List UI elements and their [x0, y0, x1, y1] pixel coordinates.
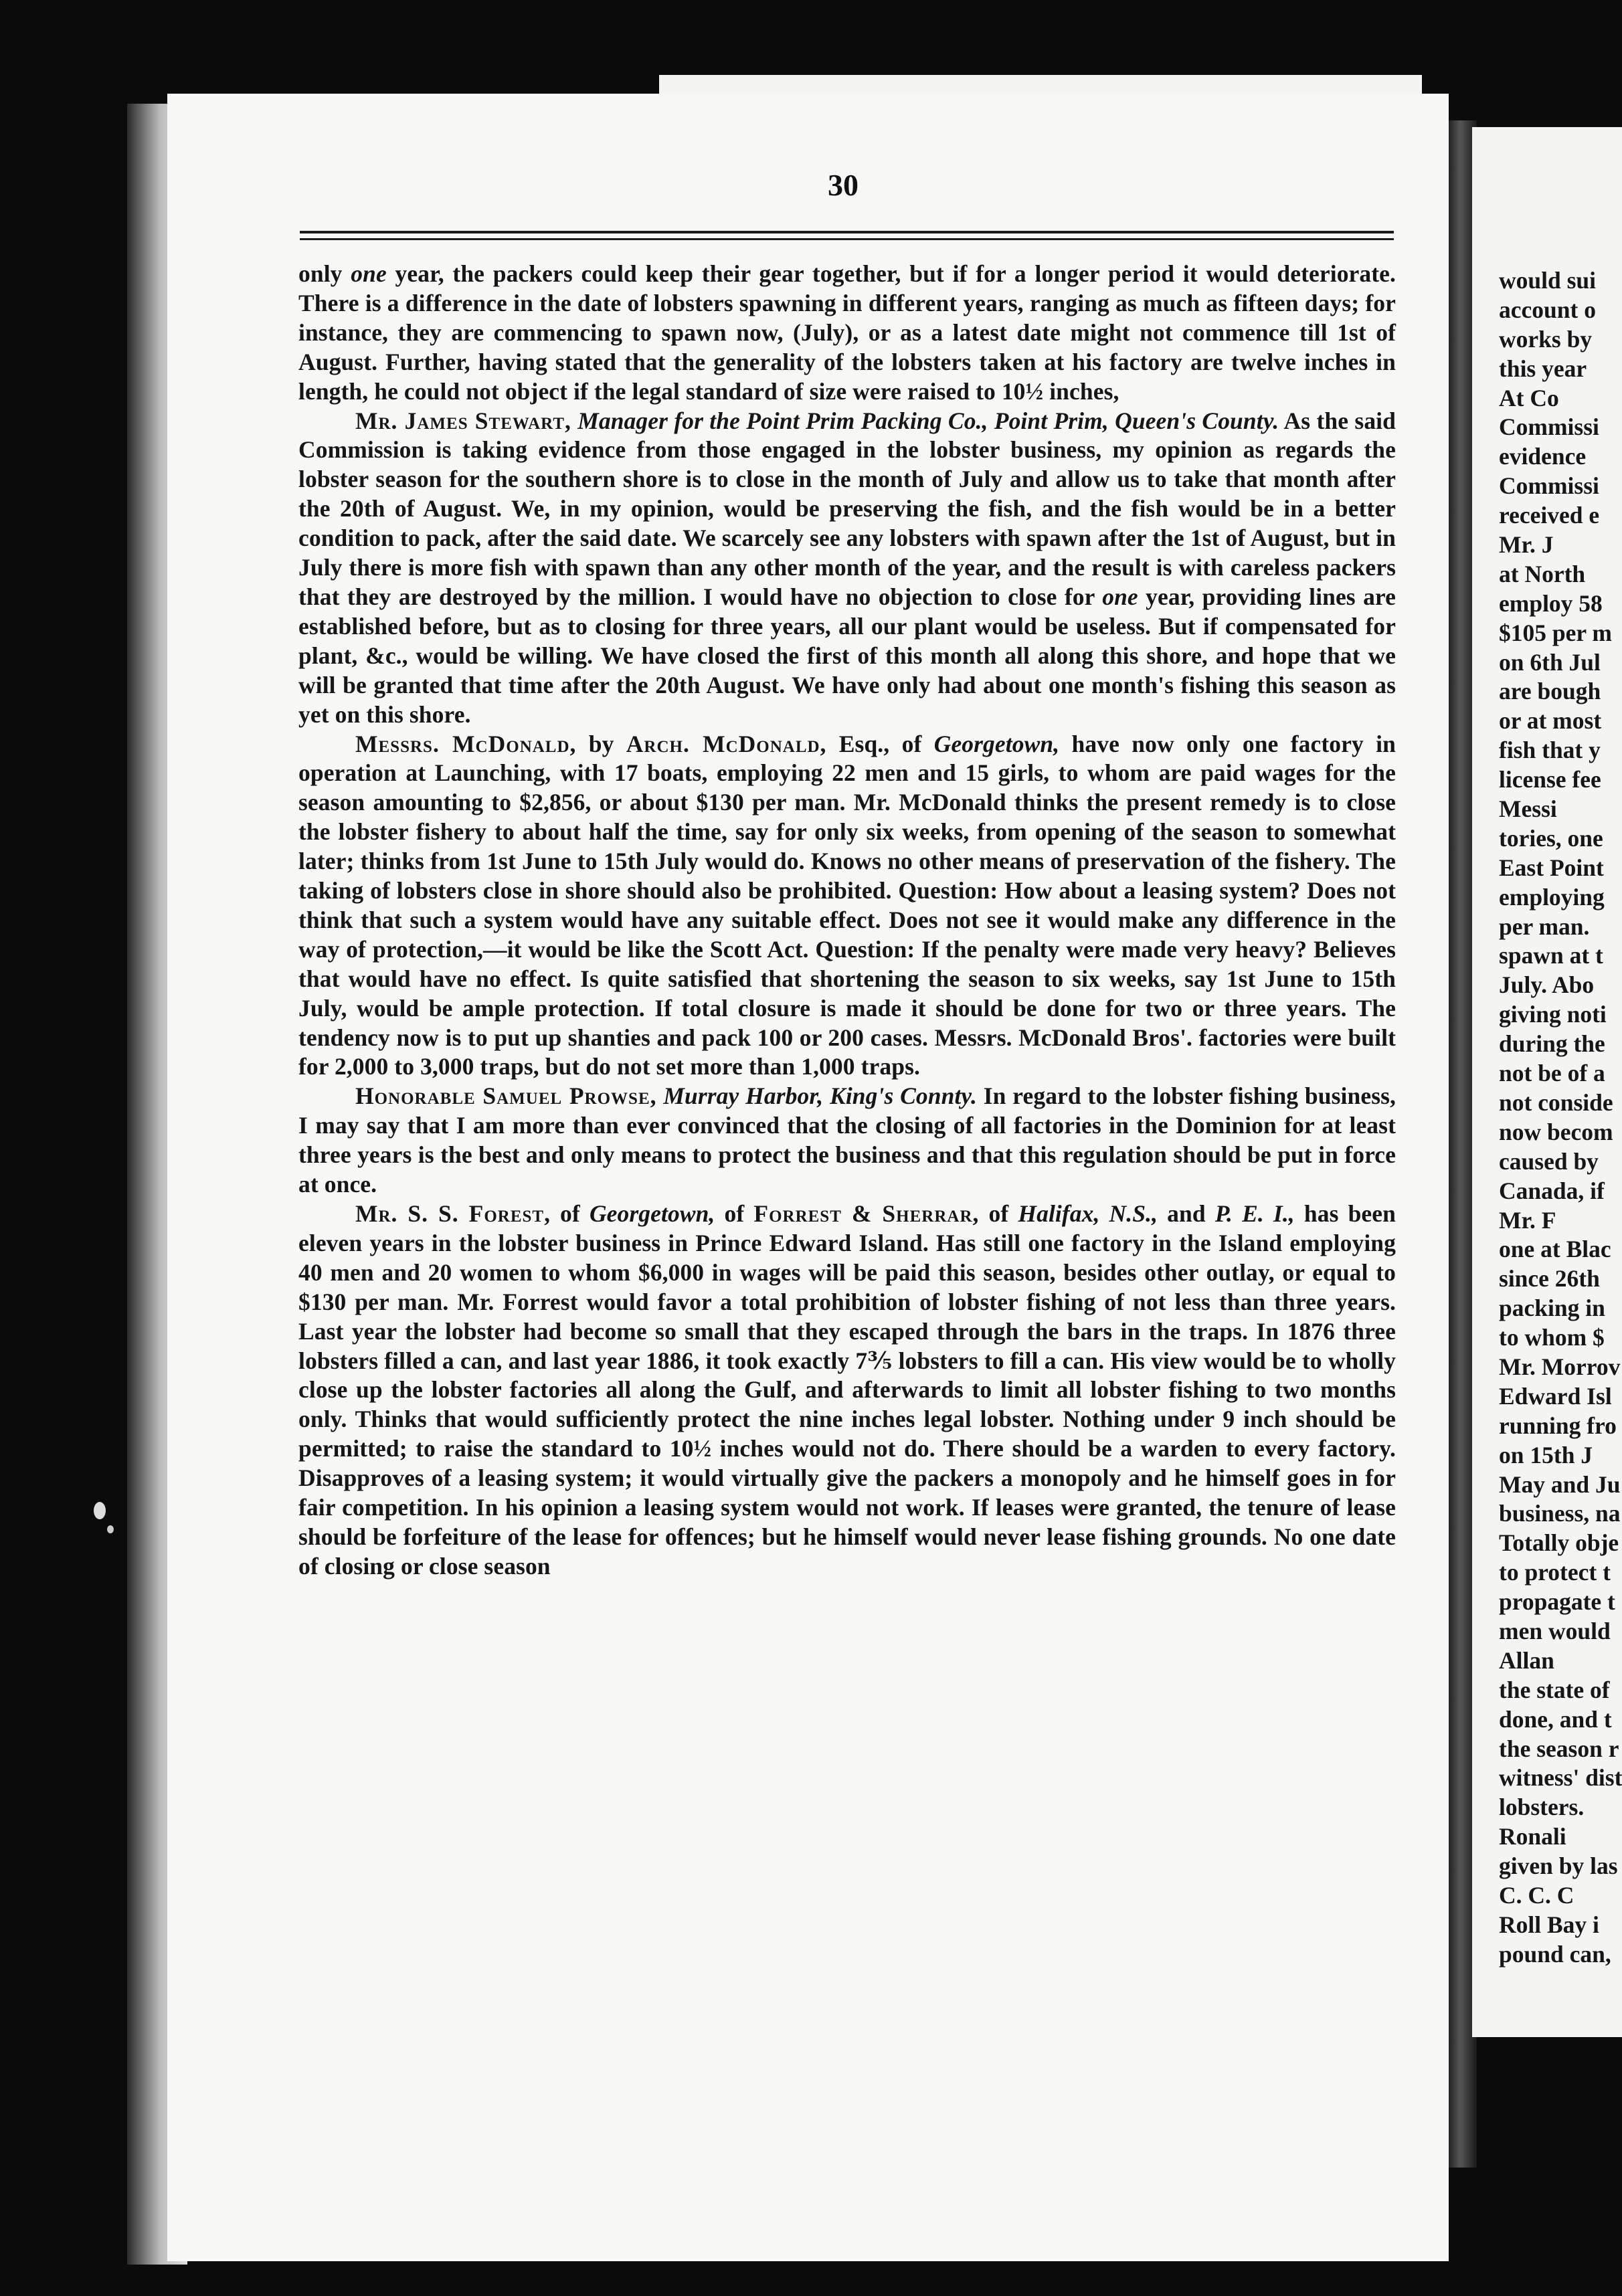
adjacent-page-line: on 15th J: [1499, 1441, 1593, 1468]
adjacent-page-line: At Co: [1499, 384, 1559, 411]
text-run: has been eleven years in the lobster business in Prince Edward Island. Has still one factory in the Island employing 40 men and 20 women to whom $6,000 in wages will be paid this season, besides other outlay, or equal to $130 per man. Mr. Forrest would favor a total prohibition of lobster fishing of not less than three years. Last year the lobster had become so small that they escaped through the bars in the traps. In 1876 three lobsters filled a can, and last year 1886, it took exactly 7⅗ lobsters to fill a can. His view would be to wholly close up the lobster factories all along the Gulf, and afterwards to limit all lobster fishing to two months only. Thinks that would sufficiently protect the nine inches legal lobster. Nothing under 9 inch should be permitted; to raise the standard to 10½ inches would not do. There should be a warden to every factory. Disapproves of a leasing system; it would virtually give the packers a monopoly and he himself goes in for fair competition. In his opinion a leasing system would not work. If leases were granted, the tenure of lease should be forfeiture of the lease for offences; but he himself would never lease fishing grounds. No one date of closing or close season: [298, 1200, 1396, 1580]
adjacent-page-line: Allan: [1499, 1646, 1554, 1674]
adjacent-page-line: C. C. C: [1499, 1881, 1574, 1909]
adjacent-page-line: Mr. Morrov: [1499, 1353, 1621, 1380]
adjacent-page-line: Edward Isl: [1499, 1382, 1612, 1410]
adjacent-page-line: Roll Bay i: [1499, 1911, 1599, 1938]
speaker-name: Mr. James Stewart,: [355, 407, 571, 434]
text-run: [571, 407, 577, 434]
text-run: [657, 1082, 664, 1109]
adjacent-page-line: this year: [1499, 355, 1587, 382]
speaker-name: Messrs. McDonald,: [355, 730, 577, 757]
text-run: Esq., of: [826, 730, 934, 757]
adjacent-page-line: on 6th Jul: [1499, 648, 1601, 676]
italic-text: Murray Harbor, King's Connty.: [663, 1082, 977, 1110]
adjacent-page-line: per man.: [1499, 913, 1590, 940]
adjacent-page-line: business, na: [1499, 1500, 1621, 1527]
paragraph: [298, 730, 1396, 1082]
speaker-name: Forrest & Sherrar,: [753, 1200, 980, 1227]
adjacent-page-line: Ronali: [1499, 1823, 1566, 1850]
adjacent-page-line: works by: [1499, 325, 1593, 353]
text-run: As the said Commission is taking evidence from those engaged in the lobster business, my opinion as regards the lobster season for the southern shore is to close in the month of July and allow us to take that month after the 20th of August. We, in my opinion, would be preserving the fish, and the fish would be in a better condition to pack, after the said date. We scarcely see any lobsters with spawn after the 1st of August, but in July there is more fish with spawn than any other month of the year, and the result is with careless packers that they are destroyed by the million. I would have no objection to close for: [298, 407, 1396, 610]
page-number: 30: [828, 168, 859, 202]
adjacent-page-line: or at most: [1499, 707, 1602, 735]
adjacent-page-line: one at Blac: [1499, 1236, 1611, 1263]
adjacent-page-line: Totally obje: [1499, 1529, 1619, 1557]
text-run: In regard to the lobster fishing business, I may say that I am more than ever convinced that the closing of all factories in the Dominion for at least three years is the best and only means to protect the business and that this regulation should be put in force at once.: [298, 1082, 1396, 1198]
text-run: by: [576, 730, 626, 757]
adjacent-page-line: employing: [1499, 883, 1605, 911]
adjacent-page-line: to whom $: [1499, 1324, 1605, 1351]
adjacent-page-line: Commissi: [1499, 413, 1599, 441]
adjacent-page-line: Mr. J: [1499, 531, 1554, 559]
text-run: only: [298, 260, 351, 287]
adjacent-page-line: giving noti: [1499, 1001, 1607, 1028]
adjacent-page-line: May and Ju: [1499, 1470, 1621, 1498]
adjacent-page-line: propagate t: [1499, 1588, 1615, 1616]
adjacent-page-line: account o: [1499, 296, 1596, 323]
paragraph: [298, 1200, 1396, 1582]
scan-artifact: [94, 1502, 106, 1519]
adjacent-page-text: [1499, 266, 1622, 1970]
text-run: of: [550, 1200, 590, 1227]
italic-text: one: [351, 260, 387, 287]
adjacent-page-line: July. Abo: [1499, 971, 1595, 999]
paragraph: [298, 260, 1396, 407]
adjacent-page-line: the season r: [1499, 1735, 1619, 1762]
body-text: [298, 260, 1396, 1582]
adjacent-page-line: not conside: [1499, 1088, 1613, 1116]
adjacent-page-line: running fro: [1499, 1412, 1617, 1439]
text-run: year, providing lines are established before, but as to closing for three years, all our plant would be useless. But if compensated for plant, &c., would be willing. We have closed the first of this month all along this shore, and hope that we will be granted that time after the 20th August. We have only had about one month's fishing this season as yet on this shore.: [298, 583, 1396, 728]
adjacent-page-line: given by las: [1499, 1852, 1618, 1880]
adjacent-page-line: not be of a: [1499, 1060, 1605, 1087]
italic-text: Halifax, N.S.,: [1018, 1200, 1158, 1227]
adjacent-page-line: at North: [1499, 560, 1586, 587]
adjacent-page-line: to protect t: [1499, 1559, 1611, 1586]
adjacent-page-line: received e: [1499, 502, 1600, 529]
scan-artifact: [107, 1525, 114, 1533]
adjacent-page-line: are bough: [1499, 678, 1601, 705]
text-run: have now only one factory in operation at Launching, with 17 boats, employing 22 men and 15 girls, to whom are paid wages for the season amounting to $2,856, or about $130 per man. Mr. McDonald thinks the present remedy is to close the lobster fishery to about half the time, say for only six weeks, from opening of the season to somewhat later; thinks from 1st June to 15th July would do. Knows no other means of preservation of the fishery. The taking of lobsters close in shore should also be prohibited. Question: How about a leasing system? Does not think that such a system would have any suitable effect. Does not see it would make any difference in the way of protection,—it would be like the Scott Act. Question: If the penalty were made very heavy? Believes that would have no effect. Is quite satisfied that shortening the season to six weeks, say 1st June to 15th July, would be ample protection. If total closure is made it should be done for two or three years. The tendency now is to put up shanties and pack 100 or 200 cases. Messrs. McDonald Bros'. factories were built for 2,000 to 3,000 traps, but do not set more than 1,000 traps.: [298, 730, 1396, 1080]
adjacent-page-line: employ 58: [1499, 589, 1603, 617]
adjacent-page-line: the state of: [1499, 1676, 1610, 1703]
header-rule: [300, 231, 1394, 233]
text-run: year, the packers could keep their gear together, but if for a longer period it would deteriorate. There is a difference in the date of lobsters spawning in different years, ranging as much as fifteen days; for instance, they are commencing to spawn now, (July), or as a latest date might not commence till 1st of August. Further, having stated that the generality of the lobsters taken at his factory are twelve inches in length, he could not object if the legal standard of size were raised to 10½ inches,: [298, 260, 1396, 405]
header-rule-thin: [300, 238, 1394, 240]
italic-text: Manager for the Point Prim Packing Co., Point Prim, Queen's County.: [577, 407, 1279, 434]
paragraph: [298, 1082, 1396, 1200]
adjacent-page-line: during the: [1499, 1030, 1605, 1058]
paragraph: [298, 407, 1396, 730]
adjacent-page-line: East Point: [1499, 854, 1604, 881]
adjacent-page-line: packing in: [1499, 1295, 1605, 1322]
adjacent-page-line: evidence: [1499, 443, 1587, 470]
adjacent-page-line: Commissi: [1499, 472, 1599, 500]
adjacent-page-line: men would: [1499, 1617, 1611, 1644]
text-run: of: [979, 1200, 1018, 1227]
speaker-name: Arch. McDonald,: [626, 730, 827, 757]
adjacent-page-line: since 26th: [1499, 1265, 1600, 1293]
speaker-name: Honorable Samuel Prowse,: [355, 1082, 657, 1110]
adjacent-page-line: pound can,: [1499, 1940, 1611, 1968]
text-run: of: [715, 1200, 754, 1227]
adjacent-page-line: lobsters.: [1499, 1794, 1585, 1821]
adjacent-page-line: spawn at t: [1499, 942, 1603, 969]
adjacent-page-line: Messi: [1499, 795, 1557, 823]
italic-text: Georgetown,: [933, 730, 1060, 757]
italic-text: P. E. I.,: [1214, 1200, 1295, 1227]
italic-text: Georgetown,: [589, 1200, 715, 1227]
adjacent-page-line: $105 per m: [1499, 619, 1612, 646]
adjacent-page-line: fish that y: [1499, 737, 1601, 764]
adjacent-page-line: done, and t: [1499, 1705, 1612, 1733]
adjacent-page-line: Canada, if: [1499, 1177, 1605, 1204]
adjacent-page-line: witness' dist: [1499, 1764, 1622, 1792]
adjacent-page-line: would sui: [1499, 267, 1597, 294]
speaker-name: Mr. S. S. Forest,: [355, 1200, 551, 1227]
adjacent-page-line: now becom: [1499, 1118, 1613, 1145]
adjacent-page-line: caused by: [1499, 1147, 1599, 1175]
adjacent-page-line: tories, one: [1499, 824, 1603, 852]
text-run: and: [1158, 1200, 1215, 1227]
adjacent-page-line: Mr. F: [1499, 1206, 1556, 1234]
adjacent-page-line: license fee: [1499, 766, 1601, 793]
italic-text: one: [1102, 583, 1138, 610]
